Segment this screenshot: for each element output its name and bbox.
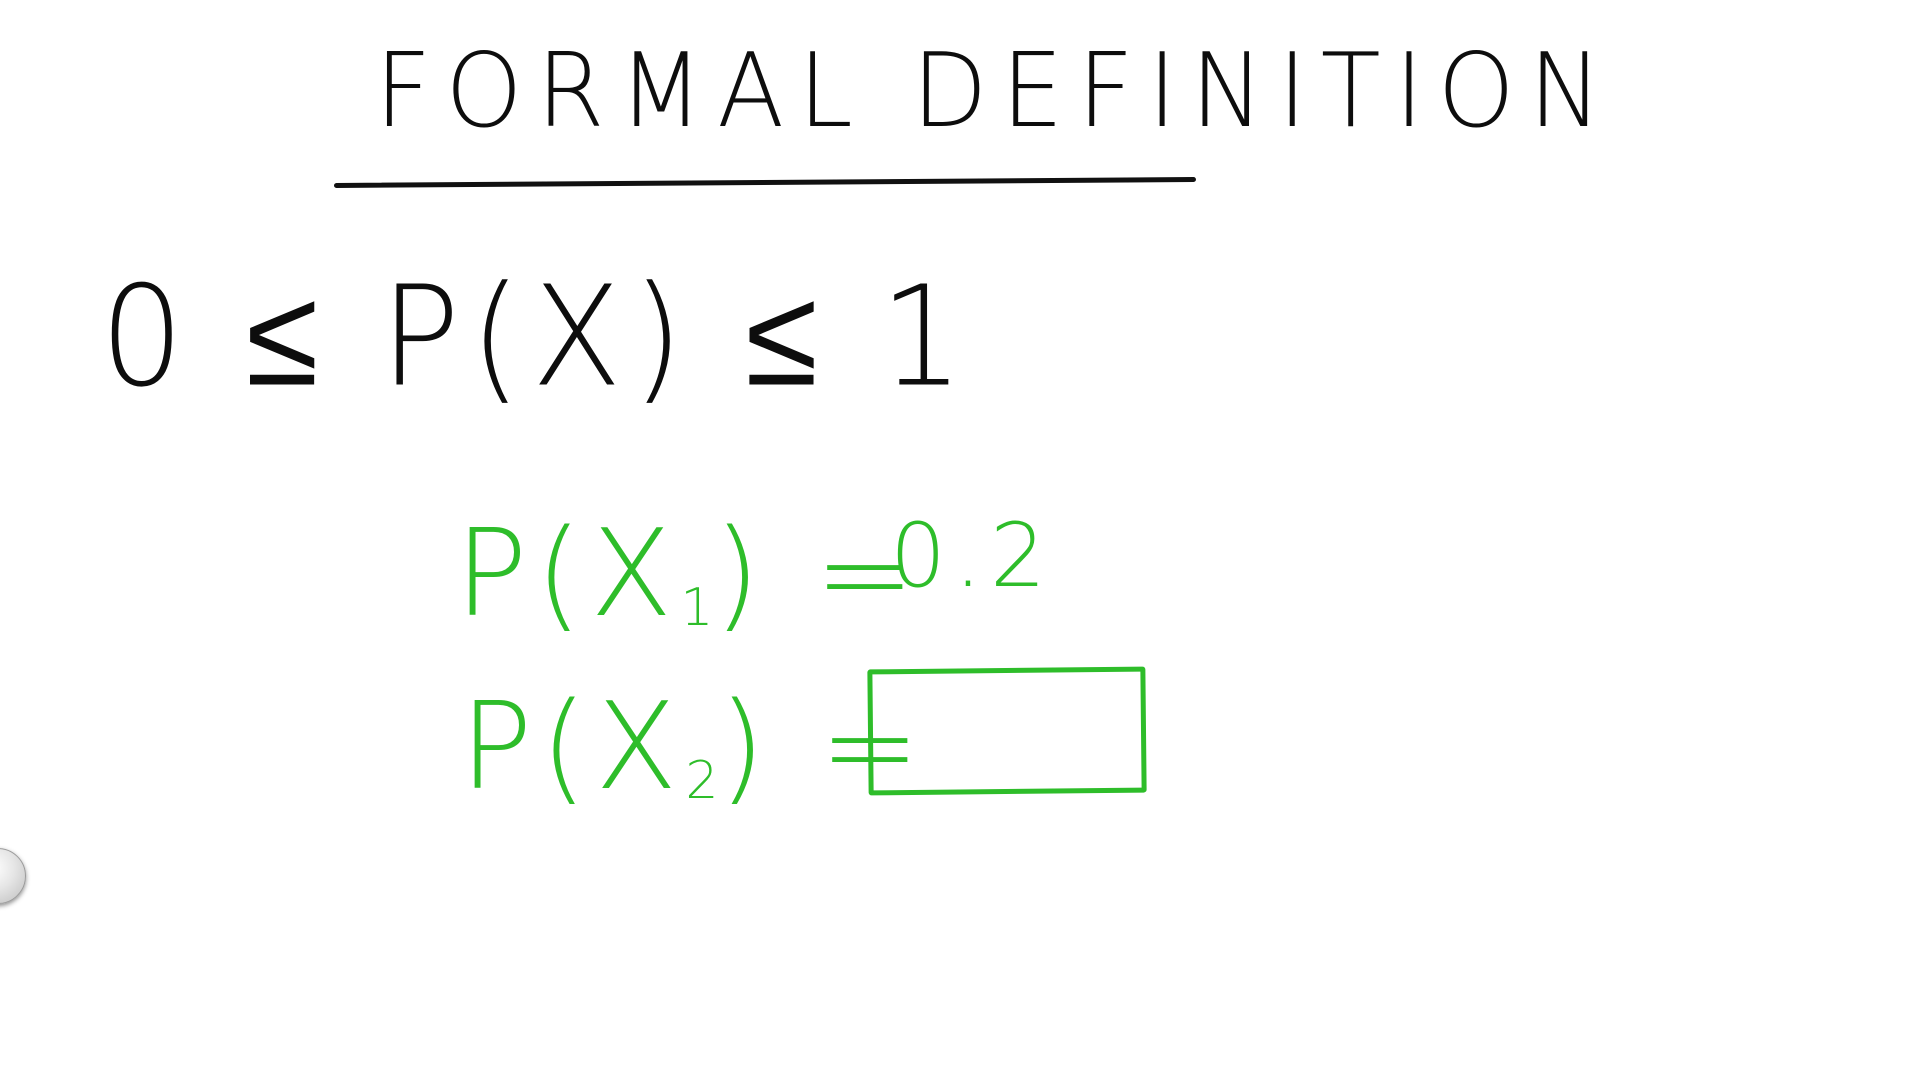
equation-x2-subscript: 2 [685,751,719,811]
slide-title: FORMAL DEFINITION [375,31,1617,152]
equation-x2-lhs: P(X [460,678,686,817]
circle-handle-icon[interactable] [0,848,26,904]
equation-x1-tail: ) = [713,505,923,644]
equation-x2-tail: ) = [718,678,928,817]
probability-range-inequality: 0 ≤ P(X) ≤ 1 [100,256,974,419]
equation-x1-lhs: P(X [455,505,681,644]
equation-x1 [455,505,923,644]
equation-x2 [460,678,928,817]
title-underline [334,177,1196,188]
equation-x1-value: 0.2 [890,504,1054,607]
answer-input-box[interactable] [867,667,1146,796]
equation-x1-subscript: 1 [680,578,714,638]
